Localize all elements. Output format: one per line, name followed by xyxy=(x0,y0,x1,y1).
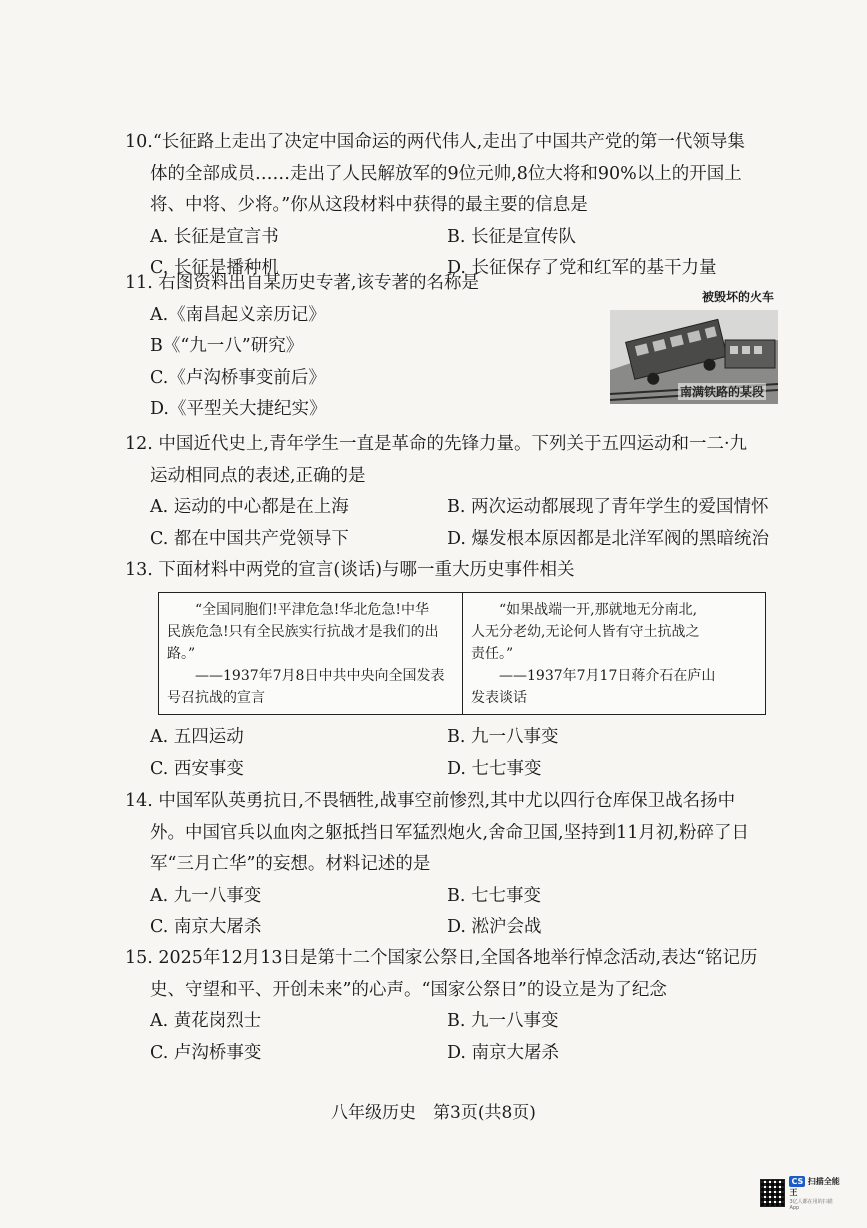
option-row xyxy=(125,492,785,524)
option-row xyxy=(125,881,785,913)
option-b: B. 九一八事变 xyxy=(447,1011,559,1031)
question-stem: 运动相同点的表述,正确的是 xyxy=(150,465,366,486)
quote-text: 民族危急!只有全民族实行抗战才是我们的出 xyxy=(167,624,439,640)
scanner-name: 扫描全能王 xyxy=(789,1176,840,1197)
option-c: C. 长征是播种机 xyxy=(150,258,279,278)
quote-right xyxy=(462,593,765,714)
scanner-watermark xyxy=(760,1176,842,1211)
option-b: B. 七七事变 xyxy=(447,885,541,906)
qr-code-icon xyxy=(760,1179,785,1207)
quote-source: ——1937年7月17日蒋介石在庐山 xyxy=(499,668,716,684)
option-row xyxy=(125,1006,785,1038)
question-stem: 将、中将、少将。”你从这段材料中获得的最主要的信息是 xyxy=(150,195,588,215)
option-a: A. 长征是宣言书 xyxy=(150,226,279,247)
question-stem: 10.“长征路上走出了决定中国命运的两代伟人,走出了中国共产党的第一代领导集 xyxy=(125,132,745,152)
option-d: D. 长征保存了党和红军的基干力量 xyxy=(447,258,717,278)
option-c: C. 南京大屠杀 xyxy=(150,917,262,937)
option-b: B. 长征是宣传队 xyxy=(447,226,576,247)
option-d: D. 爆发根本原因都是北洋军阀的黑暗统治 xyxy=(447,528,770,549)
scanner-tagline: 3亿人都在用的扫描App xyxy=(789,1198,833,1211)
question-10 xyxy=(125,127,785,285)
option-c: C. 西安事变 xyxy=(150,758,244,779)
quote-text: “全国同胞们!平津危急!华北危急!中华 xyxy=(195,602,430,618)
question-13 xyxy=(125,555,785,587)
page-footer: 八年级历史 第3页(共8页) xyxy=(331,1103,536,1123)
question-12 xyxy=(125,429,785,555)
quote-table xyxy=(158,592,766,715)
quote-source: 发表谈话 xyxy=(471,690,527,706)
quote-text: 人无分老幼,无论何人皆有守土抗战之 xyxy=(471,624,700,640)
quote-text: “如果战端一开,那就地无分南北, xyxy=(499,602,698,618)
question-14 xyxy=(125,786,785,944)
question-stem: 军“三月亡华”的妄想。材料记述的是 xyxy=(150,854,431,874)
quote-text: 责任。” xyxy=(471,646,514,662)
question-stem: 11. 右图资料出自某历史专著,该专著的名称是 xyxy=(125,273,479,293)
option-row xyxy=(125,222,785,254)
question-stem: 外。中国官兵以血肉之躯抵挡日军猛烈炮火,舍命卫国,坚持到11月初,粉碎了日 xyxy=(150,822,749,843)
option-row xyxy=(125,524,785,556)
question-stem: 14. 中国军队英勇抗日,不畏牺牲,战事空前惨烈,其中尤以四行仓库保卫战名扬中 xyxy=(125,791,736,811)
option-d: D.《平型关大捷纪实》 xyxy=(150,399,327,419)
option-b: B. 九一八事变 xyxy=(447,727,559,747)
option-a: A. 五四运动 xyxy=(150,727,244,747)
option-d: D. 淞沪会战 xyxy=(447,917,542,937)
option-b: B《“九一八”研究》 xyxy=(150,336,304,356)
option-c: C. 卢沟桥事变 xyxy=(150,1042,262,1063)
train-photo-figure xyxy=(610,288,778,406)
option-a: A. 运动的中心都是在上海 xyxy=(150,497,349,517)
option-d: D. 七七事变 xyxy=(447,758,542,779)
question-stem: 12. 中国近代史上,青年学生一直是革命的先锋力量。下列关于五四运动和一二·九 xyxy=(125,434,748,454)
question-stem: 15. 2025年12月13日是第十二个国家公祭日,全国各地举行悼念活动,表达“铭记历 xyxy=(125,948,758,968)
question-stem: 13. 下面材料中两党的宣言(谈话)与哪一重大历史事件相关 xyxy=(125,560,575,580)
option-d: D. 南京大屠杀 xyxy=(447,1042,560,1063)
option-a: A. 黄花岗烈士 xyxy=(150,1011,262,1031)
quote-source: 号召抗战的宣言 xyxy=(167,690,265,706)
quote-left xyxy=(159,593,462,714)
quote-source: ——1937年7月8日中共中央向全国发表 xyxy=(195,668,445,684)
question-stem: 史、守望和平、开创未来”的心声。“国家公祭日”的设立是为了纪念 xyxy=(150,979,667,1000)
question-15 xyxy=(125,943,785,1069)
question-stem: 体的全部成员……走出了人民解放军的9位元帅,8位大将和90%以上的开国上 xyxy=(150,163,742,184)
figure-caption: 被毁坏的火车 xyxy=(701,290,774,304)
option-b: B. 两次运动都展现了青年学生的爱国情怀 xyxy=(447,497,769,517)
destroyed-train-photo xyxy=(610,310,778,404)
option-row xyxy=(125,754,785,786)
option-row xyxy=(125,912,785,944)
option-c: C. 都在中国共产党领导下 xyxy=(150,528,349,549)
scanner-brand xyxy=(789,1176,842,1211)
figure-caption: 南满铁路的某段 xyxy=(680,385,765,399)
option-c: C.《卢沟桥事变前后》 xyxy=(150,367,326,388)
option-row xyxy=(125,1038,785,1070)
option-a: A.《南昌起义亲历记》 xyxy=(150,304,326,325)
cs-logo-icon: CS xyxy=(791,1176,804,1186)
quote-text: 路。” xyxy=(167,646,196,662)
option-row xyxy=(125,722,785,754)
option-a: A. 九一八事变 xyxy=(150,885,262,906)
question-13-options xyxy=(125,722,785,785)
